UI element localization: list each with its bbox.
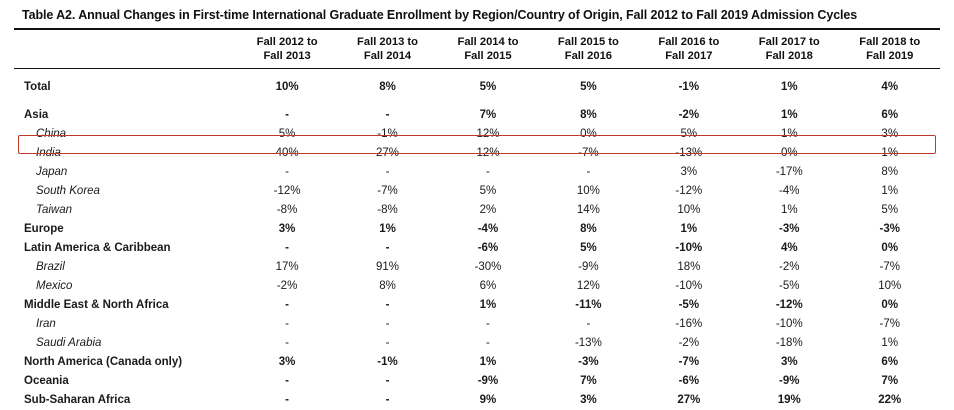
cell-value: 8% bbox=[337, 277, 437, 296]
row-label: Total bbox=[14, 78, 237, 97]
enrollment-table bbox=[14, 30, 940, 410]
cell-value: 3% bbox=[538, 391, 638, 410]
cell-value: 10% bbox=[839, 277, 940, 296]
cell-value: 10% bbox=[237, 78, 337, 97]
table-title-row bbox=[14, 0, 940, 30]
cell-value: 14% bbox=[538, 201, 638, 220]
column-header-line1: Fall 2018 to bbox=[841, 35, 938, 49]
table-row bbox=[14, 239, 940, 258]
cell-value: 1% bbox=[739, 78, 839, 97]
cell-value: - bbox=[438, 334, 538, 353]
column-header-line1: Fall 2016 to bbox=[641, 35, 737, 49]
cell-value: 5% bbox=[538, 78, 638, 97]
cell-value: -1% bbox=[337, 125, 437, 144]
cell-value: 7% bbox=[839, 372, 940, 391]
cell-value: 8% bbox=[839, 163, 940, 182]
row-label: Asia bbox=[14, 106, 237, 125]
cell-value: 3% bbox=[237, 220, 337, 239]
column-header-2016-2017 bbox=[639, 30, 739, 69]
cell-value: -13% bbox=[538, 334, 638, 353]
cell-value: - bbox=[538, 163, 638, 182]
cell-value: 1% bbox=[739, 106, 839, 125]
cell-value: 40% bbox=[237, 144, 337, 163]
cell-value: -13% bbox=[639, 144, 739, 163]
cell-value: 10% bbox=[639, 201, 739, 220]
cell-value: 3% bbox=[237, 353, 337, 372]
cell-value: - bbox=[538, 315, 638, 334]
cell-value: -10% bbox=[639, 277, 739, 296]
cell-value: 8% bbox=[538, 220, 638, 239]
cell-value: -2% bbox=[639, 334, 739, 353]
cell-value: 10% bbox=[538, 182, 638, 201]
cell-value: -8% bbox=[237, 201, 337, 220]
cell-value: 7% bbox=[438, 106, 538, 125]
table-row bbox=[14, 106, 940, 125]
cell-value: -10% bbox=[739, 315, 839, 334]
row-label: Iran bbox=[14, 315, 237, 334]
cell-value: -7% bbox=[839, 258, 940, 277]
column-header-line2: Fall 2019 bbox=[841, 49, 938, 63]
cell-value: -1% bbox=[639, 78, 739, 97]
table-row bbox=[14, 163, 940, 182]
row-label: Latin America & Caribbean bbox=[14, 239, 237, 258]
cell-value: 1% bbox=[438, 353, 538, 372]
cell-value: -16% bbox=[639, 315, 739, 334]
cell-value: -1% bbox=[337, 353, 437, 372]
cell-value: - bbox=[237, 296, 337, 315]
cell-value: - bbox=[337, 163, 437, 182]
cell-value: 8% bbox=[337, 78, 437, 97]
cell-value: 6% bbox=[839, 106, 940, 125]
cell-value: -2% bbox=[237, 277, 337, 296]
table-row bbox=[14, 258, 940, 277]
cell-value: 27% bbox=[639, 391, 739, 410]
row-label: North America (Canada only) bbox=[14, 353, 237, 372]
row-label: China bbox=[14, 125, 237, 144]
row-label: Middle East & North Africa bbox=[14, 296, 237, 315]
cell-value: - bbox=[337, 106, 437, 125]
column-header-line2: Fall 2017 bbox=[641, 49, 737, 63]
cell-value: -7% bbox=[538, 144, 638, 163]
row-label: Mexico bbox=[14, 277, 237, 296]
cell-value: 5% bbox=[839, 201, 940, 220]
cell-value: -12% bbox=[739, 296, 839, 315]
cell-value: -2% bbox=[739, 258, 839, 277]
column-header-line2: Fall 2014 bbox=[339, 49, 435, 63]
table-row bbox=[14, 277, 940, 296]
row-label: Sub-Saharan Africa bbox=[14, 391, 237, 410]
cell-value: - bbox=[438, 315, 538, 334]
cell-value: 1% bbox=[739, 201, 839, 220]
cell-value: - bbox=[337, 391, 437, 410]
cell-value: 5% bbox=[237, 125, 337, 144]
cell-value: -5% bbox=[639, 296, 739, 315]
row-label: India bbox=[14, 144, 237, 163]
cell-value: - bbox=[237, 315, 337, 334]
cell-value: 18% bbox=[639, 258, 739, 277]
cell-value: 5% bbox=[438, 78, 538, 97]
cell-value: 3% bbox=[639, 163, 739, 182]
cell-value: -7% bbox=[839, 315, 940, 334]
column-header-2018-2019 bbox=[839, 30, 940, 69]
row-label: Europe bbox=[14, 220, 237, 239]
cell-value: 27% bbox=[337, 144, 437, 163]
cell-value: - bbox=[237, 391, 337, 410]
cell-value: - bbox=[237, 372, 337, 391]
column-header-line1: Fall 2013 to bbox=[339, 35, 435, 49]
cell-value: 1% bbox=[639, 220, 739, 239]
column-header-2012-2013 bbox=[237, 30, 337, 69]
cell-value: 0% bbox=[739, 144, 839, 163]
table-row bbox=[14, 372, 940, 391]
cell-value: 9% bbox=[438, 391, 538, 410]
cell-value: -5% bbox=[739, 277, 839, 296]
column-header-line2: Fall 2018 bbox=[741, 49, 837, 63]
row-label: Oceania bbox=[14, 372, 237, 391]
cell-value: 91% bbox=[337, 258, 437, 277]
column-header-line1: Fall 2015 to bbox=[540, 35, 636, 49]
cell-value: - bbox=[337, 372, 437, 391]
cell-value: 22% bbox=[839, 391, 940, 410]
cell-value: 0% bbox=[839, 296, 940, 315]
cell-value: 1% bbox=[438, 296, 538, 315]
cell-value: -10% bbox=[639, 239, 739, 258]
cell-value: - bbox=[237, 239, 337, 258]
cell-value: 12% bbox=[438, 144, 538, 163]
cell-value: - bbox=[237, 106, 337, 125]
cell-value: 1% bbox=[839, 334, 940, 353]
cell-value: - bbox=[337, 296, 437, 315]
cell-value: -3% bbox=[538, 353, 638, 372]
table-row bbox=[14, 182, 940, 201]
column-header-line1: Fall 2017 to bbox=[741, 35, 837, 49]
cell-value: 5% bbox=[639, 125, 739, 144]
cell-value: - bbox=[237, 334, 337, 353]
table-row bbox=[14, 201, 940, 220]
row-label: Brazil bbox=[14, 258, 237, 277]
cell-value: 3% bbox=[739, 353, 839, 372]
cell-value: 7% bbox=[538, 372, 638, 391]
cell-value: 3% bbox=[839, 125, 940, 144]
cell-value: 17% bbox=[237, 258, 337, 277]
cell-value: 4% bbox=[839, 78, 940, 97]
cell-value: 1% bbox=[839, 182, 940, 201]
table-row bbox=[14, 334, 940, 353]
cell-value: 12% bbox=[438, 125, 538, 144]
cell-value: - bbox=[337, 239, 437, 258]
cell-value: 12% bbox=[538, 277, 638, 296]
cell-value: -3% bbox=[739, 220, 839, 239]
cell-value: 0% bbox=[839, 239, 940, 258]
cell-value: -7% bbox=[639, 353, 739, 372]
table-row-china bbox=[14, 125, 940, 144]
cell-value: - bbox=[337, 334, 437, 353]
cell-value: -12% bbox=[237, 182, 337, 201]
column-header-2014-2015 bbox=[438, 30, 538, 69]
cell-value: -6% bbox=[639, 372, 739, 391]
cell-value: -8% bbox=[337, 201, 437, 220]
cell-value: - bbox=[337, 315, 437, 334]
cell-value: -3% bbox=[839, 220, 940, 239]
row-label: Japan bbox=[14, 163, 237, 182]
row-label: Saudi Arabia bbox=[14, 334, 237, 353]
cell-value: 19% bbox=[739, 391, 839, 410]
cell-value: 0% bbox=[538, 125, 638, 144]
cell-value: -9% bbox=[739, 372, 839, 391]
cell-value: - bbox=[237, 163, 337, 182]
cell-value: 4% bbox=[739, 239, 839, 258]
cell-value: -11% bbox=[538, 296, 638, 315]
row-label: Taiwan bbox=[14, 201, 237, 220]
cell-value: -7% bbox=[337, 182, 437, 201]
cell-value: -4% bbox=[438, 220, 538, 239]
spacer-row bbox=[14, 97, 940, 106]
table-body bbox=[14, 69, 940, 410]
table-row bbox=[14, 78, 940, 97]
cell-value: 6% bbox=[438, 277, 538, 296]
cell-value: 6% bbox=[839, 353, 940, 372]
cell-value: -2% bbox=[639, 106, 739, 125]
column-header-line2: Fall 2016 bbox=[540, 49, 636, 63]
cell-value: -6% bbox=[438, 239, 538, 258]
table-row bbox=[14, 296, 940, 315]
table-row bbox=[14, 315, 940, 334]
column-header-line1: Fall 2014 to bbox=[440, 35, 536, 49]
column-header-line1: Fall 2012 to bbox=[239, 35, 335, 49]
cell-value: 8% bbox=[538, 106, 638, 125]
row-label: South Korea bbox=[14, 182, 237, 201]
cell-value: -9% bbox=[438, 372, 538, 391]
column-header-line2: Fall 2015 bbox=[440, 49, 536, 63]
cell-value: 1% bbox=[839, 144, 940, 163]
cell-value: 1% bbox=[739, 125, 839, 144]
cell-value: -18% bbox=[739, 334, 839, 353]
cell-value: -17% bbox=[739, 163, 839, 182]
column-header-region bbox=[14, 30, 237, 69]
cell-value: 2% bbox=[438, 201, 538, 220]
column-header-2015-2016 bbox=[538, 30, 638, 69]
table-row bbox=[14, 353, 940, 372]
table-row bbox=[14, 220, 940, 239]
cell-value: -4% bbox=[739, 182, 839, 201]
table-header bbox=[14, 30, 940, 69]
column-header-2013-2014 bbox=[337, 30, 437, 69]
column-header-line2: Fall 2013 bbox=[239, 49, 335, 63]
cell-value: 5% bbox=[438, 182, 538, 201]
spacer-row bbox=[14, 69, 940, 79]
cell-value: - bbox=[438, 163, 538, 182]
page-title: Table A2. Annual Changes in First-time International Graduate Enrollment by Region/Country of Origin, Fall 2012 to Fall 2019 Admission Cycles bbox=[22, 8, 934, 22]
column-header-2017-2018 bbox=[739, 30, 839, 69]
cell-value: -30% bbox=[438, 258, 538, 277]
cell-value: -12% bbox=[639, 182, 739, 201]
cell-value: -9% bbox=[538, 258, 638, 277]
cell-value: 5% bbox=[538, 239, 638, 258]
table-row bbox=[14, 144, 940, 163]
cell-value: 1% bbox=[337, 220, 437, 239]
